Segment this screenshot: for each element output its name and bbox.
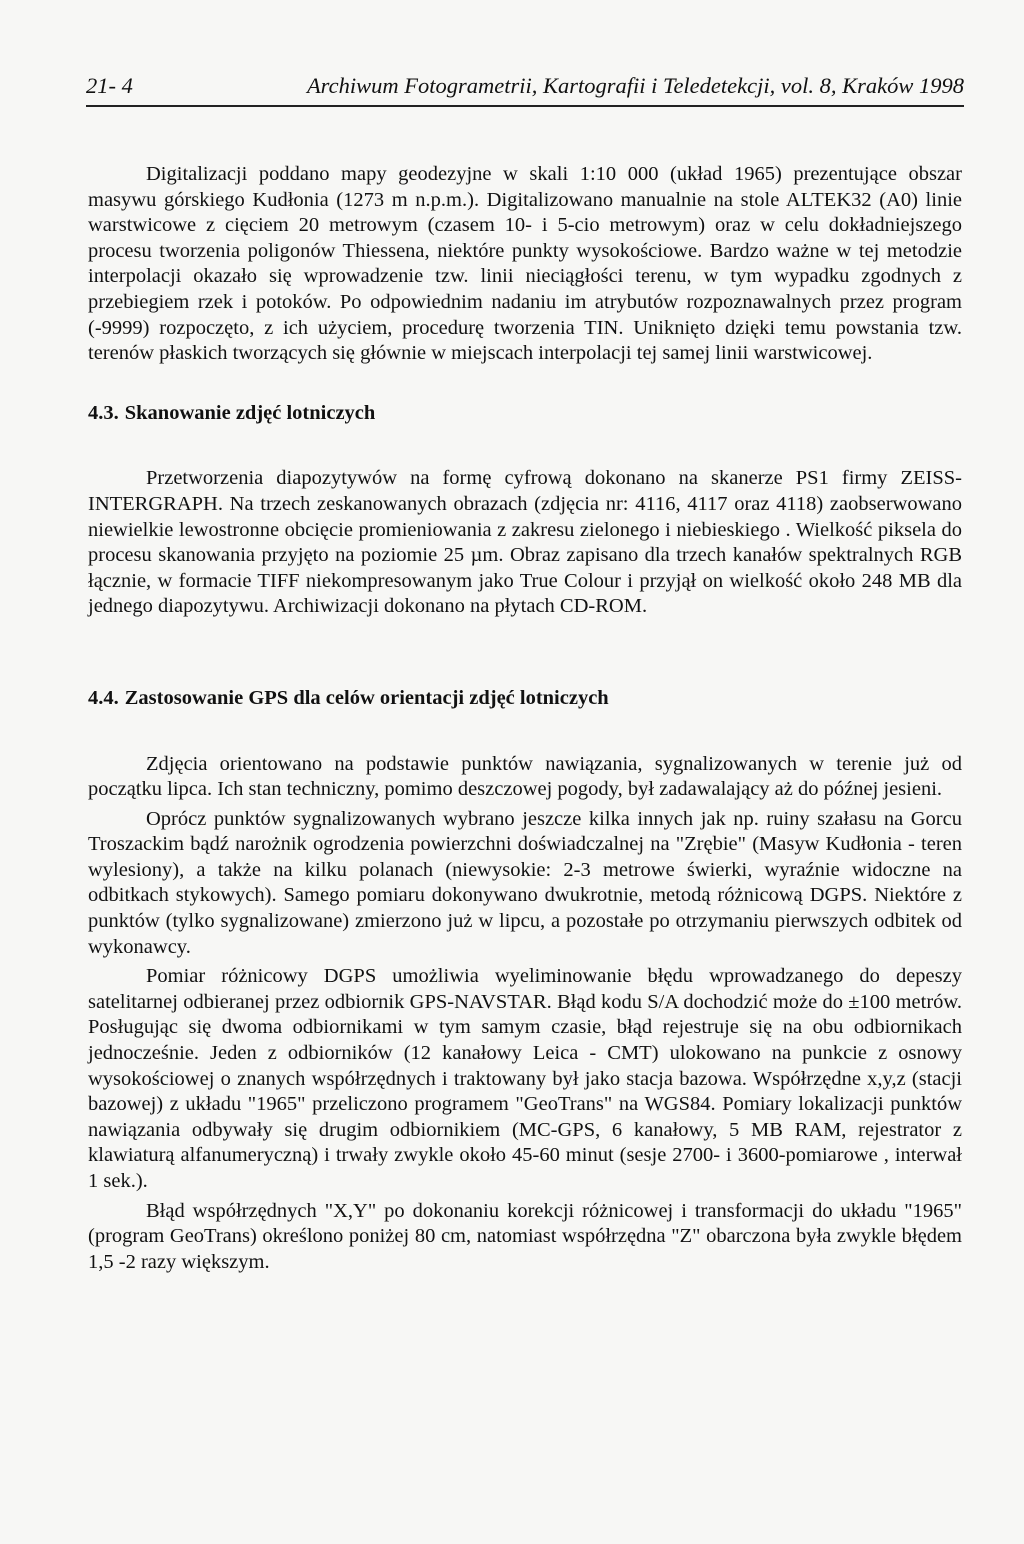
section-number: 4.3. <box>88 401 119 424</box>
journal-citation: Archiwum Fotogrametrii, Kartografii i Teledetekcji, vol. 8, Kraków 1998 <box>306 73 964 98</box>
paragraph: Pomiar różnicowy DGPS umożliwia wyeliminowanie błędu wprowadzanego do depeszy satelitarnej odbieranej przez odbiornik GPS-NAVSTAR. Błąd kodu S/A dochodzić może do ±100 metrów. Posługując się dwoma odbiornikami w tym samym czasie, błąd rejestruje się na obu odbiornikach jednocześnie. Jeden z odbiorników (12 kanałowy Leica - CMT) ulokowano na punkcie z osnowy wysokościowej o znanych współrzędnych i traktowany był jako stacja bazowa. Współrzędne x,y,z (stacji bazowej) z układu "1965" przeliczono programem "GeoTrans" na WGS84. Pomiary lokalizacji punktów nawiązania odbywały się drugim odbiornikiem (MC-GPS, 6 kanałowy, 5 MB RAM, rejestrator z klawiaturą alfanumeryczną) i trwały zwykle około 45-60 minut (sesje 2700- i 3600-pomiarowe , interwał 1 sek.). <box>88 965 962 1192</box>
paragraph: Przetworzenia diapozytywów na formę cyfrową dokonano na skanerze PS1 firmy ZEISS-INTERGRAPH. Na trzech zeskanowanych obrazach (zdjęcia nr: 4116, 4117 oraz 4118) zaobserwowano niewielkie lewostronne obcięcie promieniowania z zakresu zielonego i niebieskiego . Wielkość piksela do procesu skanowania przyjęto na poziomie 25 µm. Obraz zapisano dla trzech kanałów spektralnych RGB łącznie, w formacie TIFF niekompresowanym jako True Colour i przyjął on wielkość około 248 MB dla jednego diapozytywu. Archiwizacji dokonano na płytach CD-ROM. <box>88 467 962 618</box>
section-heading-4-3 <box>88 401 962 427</box>
section-number: 4.4. <box>88 686 119 709</box>
page-number: 21- 4 <box>86 73 133 98</box>
running-header <box>86 73 964 107</box>
paragraph: Oprócz punktów sygnalizowanych wybrano jeszcze kilka innych jak np. ruiny szałasu na Gorcu Troszackim bądź narożnik ogrodzenia powierzchni doświadczalnej na "Zrębie" (Masyw Kudłonia - teren wylesiony), a także na kilku polanach (niewysokie: 2-3 metrowe świerki, wyraźnie widoczne na odbitkach stykowych). Samego pomiaru dokonywano dwukrotnie, metodą różnicową DGPS. Niektóre z punktów (tylko sygnalizowane) zmierzono już w lipcu, a pozostałe po otrzymaniu pierwszych odbitek od wykonawcy. <box>88 807 962 958</box>
section-title: Skanowanie zdjęć lotniczych <box>124 401 376 424</box>
paragraph: Zdjęcia orientowano na podstawie punktów nawiązania, sygnalizowanych w terenie już od początku lipca. Ich stan techniczny, pomimo deszczowej pogody, był zadawalający aż do późnej jesieni. <box>88 752 962 801</box>
main-text <box>88 162 962 1275</box>
section-heading-4-4 <box>88 686 962 712</box>
section-title: Zastosowanie GPS dla celów orientacji zdjęć lotniczych <box>124 686 609 709</box>
intro-paragraph: Digitalizacji poddano mapy geodezyjne w skali 1:10 000 (układ 1965) prezentujące obszar masywu górskiego Kudłonia (1273 m n.p.m.). Digitalizowano manualnie na stole ALTEK32 (A0) linie warstwicowe z cięciem 20 metrowym (czasem 10- i 5-cio metrowym) oraz w celu dokładniejszego procesu tworzenia poligonów Thiessena, niektóre punkty wysokościowe. Bardzo ważne w tej metodzie interpolacji okazało się wprowadzenie tzw. linii nieciągłości terenu, w tym wypadku zgodnych z przebiegiem rzek i potoków. Po odpowiednim nadaniu im atrybutów rozpoznawalnych przez program (-9999) rozpoczęto, z ich użyciem, procedurę tworzenia TIN. Uniknięto dzięki temu powstania tzw. terenów płaskich tworzących się głównie w miejscach interpolacji tej samej linii warstwicowej. <box>88 163 962 365</box>
paragraph: Błąd współrzędnych "X,Y" po dokonaniu korekcji różnicowej i transformacji do układu "1965" (program GeoTrans) określono poniżej 80 cm, natomiast współrzędna "Z" obarczona była zwykle błędem 1,5 -2 razy większym. <box>88 1199 962 1273</box>
